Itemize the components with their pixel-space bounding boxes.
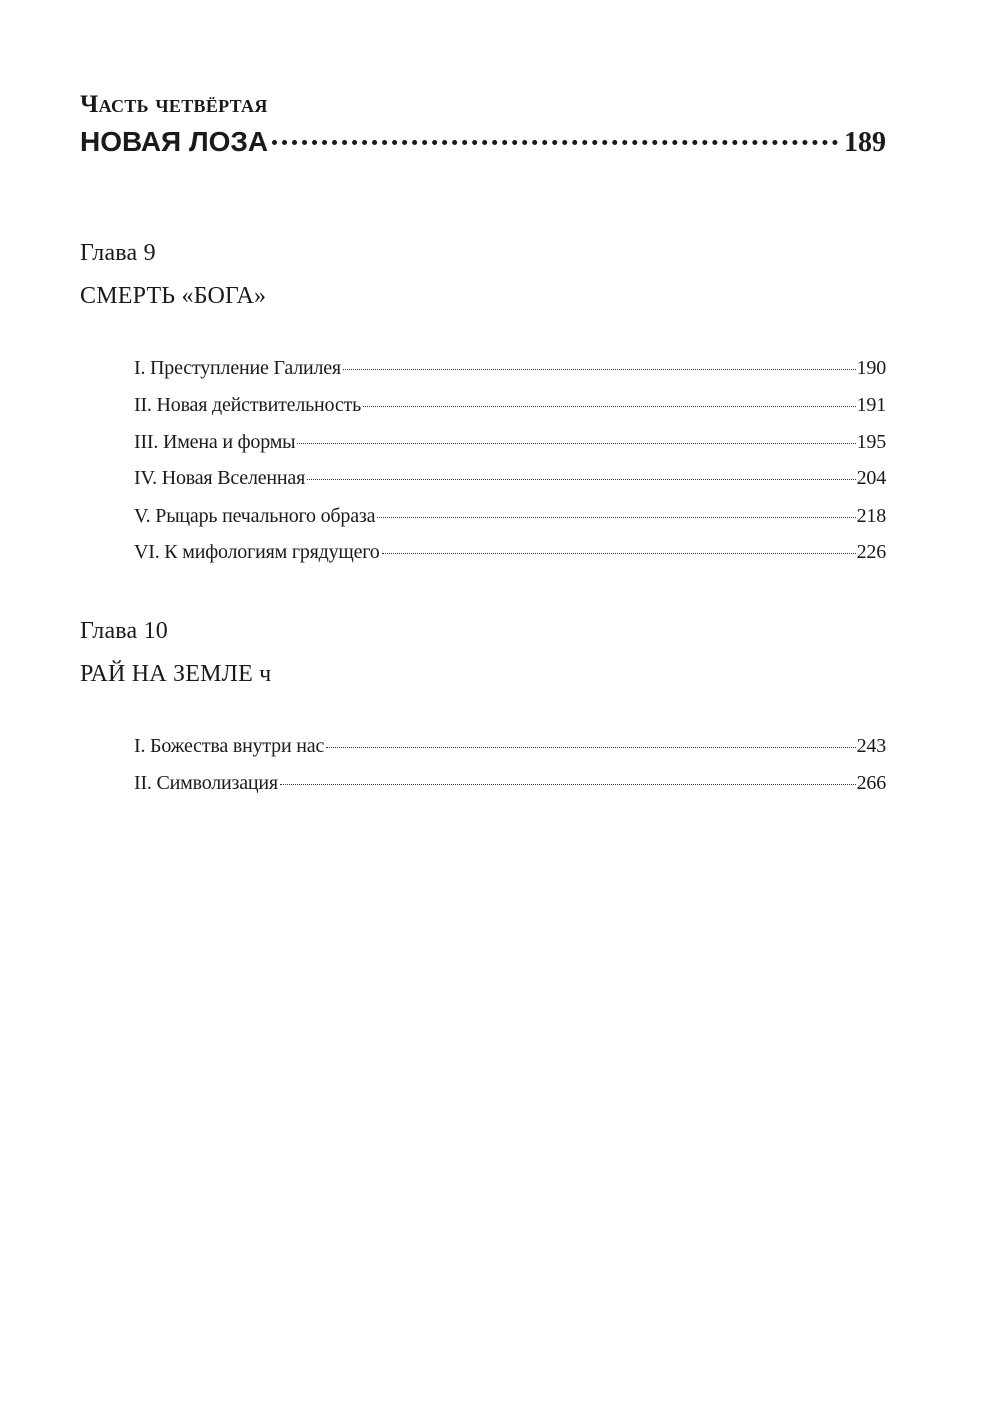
section-page-number: 266 <box>856 772 886 794</box>
part-label: Часть четвёртая <box>80 91 268 118</box>
chapter-label: Глава 10 <box>80 618 168 644</box>
part-entry[interactable] <box>80 126 886 166</box>
part-title: НОВАЯ ЛОЗА <box>80 126 269 157</box>
toc-entry[interactable] <box>134 357 886 385</box>
leader-dots <box>272 140 838 145</box>
section-page-number: 195 <box>856 431 886 453</box>
section-page-number: 191 <box>856 394 886 416</box>
leader-dots <box>377 517 855 518</box>
section-title: VI. К мифологиям грядущего <box>134 541 380 563</box>
section-title: IV. Новая Вселенная <box>134 467 306 489</box>
section-page-number: 226 <box>856 541 886 563</box>
section-page-number: 243 <box>856 735 886 757</box>
leader-dots <box>297 443 855 444</box>
leader-dots <box>343 369 856 370</box>
chapter-label: Глава 9 <box>80 240 156 266</box>
chapter-title[interactable]: СМЕРТЬ «БОГА» <box>80 283 267 309</box>
section-page-number: 218 <box>856 505 886 527</box>
toc-entry[interactable] <box>134 394 886 422</box>
section-title: I. Божества внутри нас <box>134 735 325 757</box>
toc-entry[interactable] <box>134 735 886 763</box>
toc-entry[interactable] <box>134 467 886 495</box>
toc-entry[interactable] <box>134 541 886 569</box>
leader-dots <box>307 479 855 480</box>
leader-dots <box>382 553 856 554</box>
section-page-number: 204 <box>856 467 886 489</box>
leader-dots <box>280 784 856 785</box>
part-page-number: 189 <box>844 127 886 158</box>
section-title: V. Рыцарь печального образа <box>134 505 376 527</box>
section-title: III. Имена и формы <box>134 431 296 453</box>
toc-entry[interactable] <box>134 431 886 459</box>
leader-dots <box>326 747 855 748</box>
toc-entry[interactable] <box>134 772 886 800</box>
leader-dots <box>363 406 856 407</box>
section-title: II. Символизация <box>134 772 278 794</box>
section-title: I. Преступление Галилея <box>134 357 341 379</box>
chapter-title[interactable]: РАЙ НА ЗЕМЛЕ ч <box>80 661 272 687</box>
section-title: II. Новая действительность <box>134 394 361 416</box>
toc-entry[interactable] <box>134 505 886 533</box>
section-page-number: 190 <box>856 357 886 379</box>
